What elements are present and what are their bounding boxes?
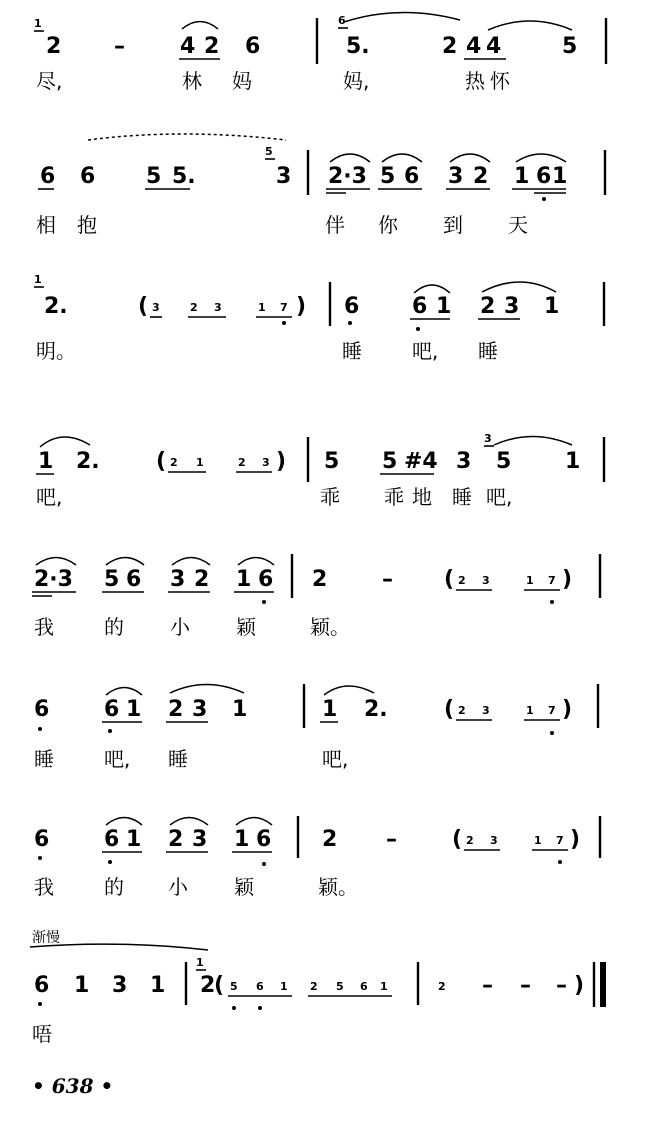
note: 1 (126, 697, 142, 722)
note: 2. (364, 697, 388, 722)
lyric: 热 (465, 69, 485, 93)
note: 3 (490, 834, 498, 847)
slur (238, 558, 274, 566)
note: 6 (256, 827, 272, 852)
slur (40, 437, 90, 447)
slur (236, 818, 272, 826)
note: 1 (236, 567, 252, 592)
note: 3 (276, 164, 292, 189)
octave-dot (262, 862, 266, 866)
slur (182, 22, 218, 30)
paren: ) (562, 697, 573, 722)
system-8 (30, 929, 603, 1046)
lyric: 的 (104, 875, 124, 899)
system-6 (34, 684, 598, 771)
paren: ( (156, 449, 167, 474)
note: 6 (80, 164, 96, 189)
lyric: 到 (443, 213, 463, 237)
octave-dot (550, 731, 554, 735)
lyric: 林 (182, 69, 202, 93)
lyric: 抱 (77, 213, 97, 237)
octave-dot (282, 321, 286, 325)
lyric: 唔 (32, 1022, 52, 1046)
note: 5 (562, 34, 578, 59)
note: 4 (466, 34, 482, 59)
note: 5. (172, 164, 196, 189)
slur (170, 818, 208, 826)
note: 3 (214, 301, 222, 314)
lyric: 乖 (384, 485, 404, 509)
lyric: 颖。 (310, 615, 350, 639)
note: 3 (482, 704, 490, 717)
lyric: 睡 (452, 485, 472, 509)
octave-dot (108, 860, 112, 864)
slur (106, 558, 144, 566)
note: 2 (190, 301, 198, 314)
paren: ) (296, 294, 307, 319)
system-1 (34, 12, 606, 93)
note: 5 (324, 449, 340, 474)
octave-dot (38, 727, 42, 731)
note: 6 (344, 294, 360, 319)
lyric: 睡 (34, 747, 54, 771)
paren: ) (276, 449, 287, 474)
lyric: 明。 (36, 339, 76, 363)
slur (488, 21, 572, 30)
note: 7 (548, 704, 556, 717)
grace-note: 1 (34, 273, 42, 286)
note: 5. (346, 34, 370, 59)
note: 1 (196, 456, 204, 469)
octave-dot (348, 321, 352, 325)
octave-dot (258, 1006, 262, 1010)
note: 2 (458, 574, 466, 587)
note: 6 (536, 164, 552, 189)
slur (106, 688, 142, 696)
note: 1 (234, 827, 250, 852)
paren: ( (444, 567, 455, 592)
note: 1 (150, 973, 166, 998)
note: 3 (482, 574, 490, 587)
paren: ) (574, 973, 585, 998)
lyric: 吧, (104, 747, 131, 771)
dash: – (114, 34, 125, 59)
octave-dot (558, 860, 562, 864)
note: 6 (34, 973, 50, 998)
system-5 (32, 554, 600, 639)
note: 2 (204, 34, 220, 59)
lyric: 天 (508, 213, 528, 237)
lyric: 地 (412, 485, 432, 509)
note: 1 (74, 973, 90, 998)
note: 2·3 (328, 164, 367, 189)
note: 2 (46, 34, 62, 59)
grace-note: 3 (484, 432, 492, 445)
lyric: 伴 (325, 213, 345, 237)
slur (330, 154, 370, 162)
note: 2 (442, 34, 458, 59)
note: 6 (360, 980, 368, 993)
note: 1 (534, 834, 542, 847)
note: 2 (168, 827, 184, 852)
note: 4 (486, 34, 502, 59)
slur (494, 437, 572, 446)
paren: ( (214, 973, 225, 998)
note: 3 (456, 449, 472, 474)
note: 3 (262, 456, 270, 469)
note: 6 (258, 567, 274, 592)
paren: ( (444, 697, 455, 722)
note: 7 (280, 301, 288, 314)
note: 1 (526, 574, 534, 587)
lyric: 吧, (36, 485, 63, 509)
note: 2 (438, 980, 446, 993)
paren: ) (570, 827, 581, 852)
note: 1 (380, 980, 388, 993)
note: 5 (146, 164, 162, 189)
grace-note: 6 (338, 14, 346, 27)
octave-dot (232, 1006, 236, 1010)
lyric: 相 (36, 213, 56, 237)
note: 2 (238, 456, 246, 469)
grace-note: 1 (196, 956, 204, 969)
grace-note: 5 (265, 145, 273, 158)
note: 1 (436, 294, 452, 319)
note: 2 (168, 697, 184, 722)
note: 3 (448, 164, 464, 189)
note: 5 (104, 567, 120, 592)
note: 3 (152, 301, 160, 314)
note: 1 (280, 980, 288, 993)
note: 2 (466, 834, 474, 847)
lyric: 吧, (322, 747, 349, 771)
paren: ( (138, 294, 149, 319)
note: 3 (504, 294, 520, 319)
octave-dot (262, 600, 266, 604)
note: 6 (34, 827, 50, 852)
slur (170, 685, 244, 694)
note: 2 (480, 294, 496, 319)
octave-dot (108, 729, 112, 733)
lyric: 颖 (236, 615, 256, 639)
note: 1 (258, 301, 266, 314)
slur (324, 686, 374, 695)
lyric: 颖。 (318, 875, 358, 899)
note: 6 (34, 697, 50, 722)
lyric: 怀 (490, 69, 510, 93)
note: 1 (126, 827, 142, 852)
note: 6 (256, 980, 264, 993)
note: 4 (180, 34, 196, 59)
system-3 (34, 273, 604, 363)
dash: – (556, 973, 567, 998)
note: 2 (170, 456, 178, 469)
note: 6 (126, 567, 142, 592)
lyric: 尽, (36, 69, 63, 93)
note: 2 (473, 164, 489, 189)
note: 2·3 (34, 567, 73, 592)
lyric: 妈 (232, 69, 252, 93)
note: 3 (170, 567, 186, 592)
note: 2 (310, 980, 318, 993)
note: 1 (544, 294, 560, 319)
lyric: 乖 (320, 485, 340, 509)
note: 5 (336, 980, 344, 993)
lyric: 小 (170, 615, 190, 639)
lyric: 的 (104, 615, 124, 639)
paren: ) (562, 567, 573, 592)
note: 3 (192, 697, 208, 722)
slur (382, 154, 422, 162)
note: #4 (404, 449, 438, 474)
note: 1 (565, 449, 581, 474)
note: 2. (44, 294, 68, 319)
note: 2. (76, 449, 100, 474)
slur (414, 285, 450, 293)
lyric: 睡 (478, 339, 498, 363)
lyric: 你 (378, 213, 398, 237)
note: 7 (556, 834, 564, 847)
note: 6 (245, 34, 261, 59)
note: 5 (230, 980, 238, 993)
slur (36, 558, 76, 566)
note: 6 (40, 164, 56, 189)
note: 6 (104, 697, 120, 722)
lyric: 我 (34, 875, 54, 899)
system-4 (36, 432, 604, 509)
note: 2 (312, 567, 328, 592)
note: 6 (412, 294, 428, 319)
note: 1 (322, 697, 338, 722)
note: 3 (192, 827, 208, 852)
note: 2 (322, 827, 338, 852)
slur (88, 134, 286, 140)
dash: – (382, 567, 393, 592)
note: 7 (548, 574, 556, 587)
system-7 (34, 816, 600, 899)
note: 1 (526, 704, 534, 717)
slur (344, 12, 460, 22)
lyric: 吧, (486, 485, 513, 509)
grace-note: 1 (34, 17, 42, 30)
lyric: 睡 (168, 747, 188, 771)
note: 3 (112, 973, 128, 998)
slur (106, 818, 142, 826)
octave-dot (416, 327, 420, 331)
lyric: 我 (34, 615, 54, 639)
octave-dot (550, 600, 554, 604)
slur (450, 154, 490, 162)
lyric: 颖 (234, 875, 254, 899)
note: 1 (514, 164, 530, 189)
note: 1 (552, 164, 568, 189)
octave-dot (38, 856, 42, 860)
lyric: 妈, (343, 69, 370, 93)
slur (516, 154, 566, 162)
lyric: 睡 (342, 339, 362, 363)
note: 1 (38, 449, 54, 474)
paren: ( (452, 827, 463, 852)
octave-dot (542, 197, 546, 201)
lyric: 小 (168, 875, 188, 899)
note: 2 (458, 704, 466, 717)
system-2 (36, 134, 605, 237)
note: 5 (380, 164, 396, 189)
dash: – (386, 827, 397, 852)
note: 5 (496, 449, 512, 474)
dash: – (520, 973, 531, 998)
note: 1 (232, 697, 248, 722)
slur (482, 282, 556, 292)
note: 6 (404, 164, 420, 189)
note: 6 (104, 827, 120, 852)
note: 2 (200, 973, 216, 998)
slur (172, 558, 210, 566)
tempo-extension-line (30, 944, 208, 950)
tempo-marking: 渐慢 (32, 930, 60, 946)
octave-dot (38, 1002, 42, 1006)
dash: – (482, 973, 493, 998)
note: 5 (382, 449, 398, 474)
lyric: 吧, (412, 339, 439, 363)
page-number: • 638 • (32, 1074, 114, 1098)
note: 2 (194, 567, 210, 592)
